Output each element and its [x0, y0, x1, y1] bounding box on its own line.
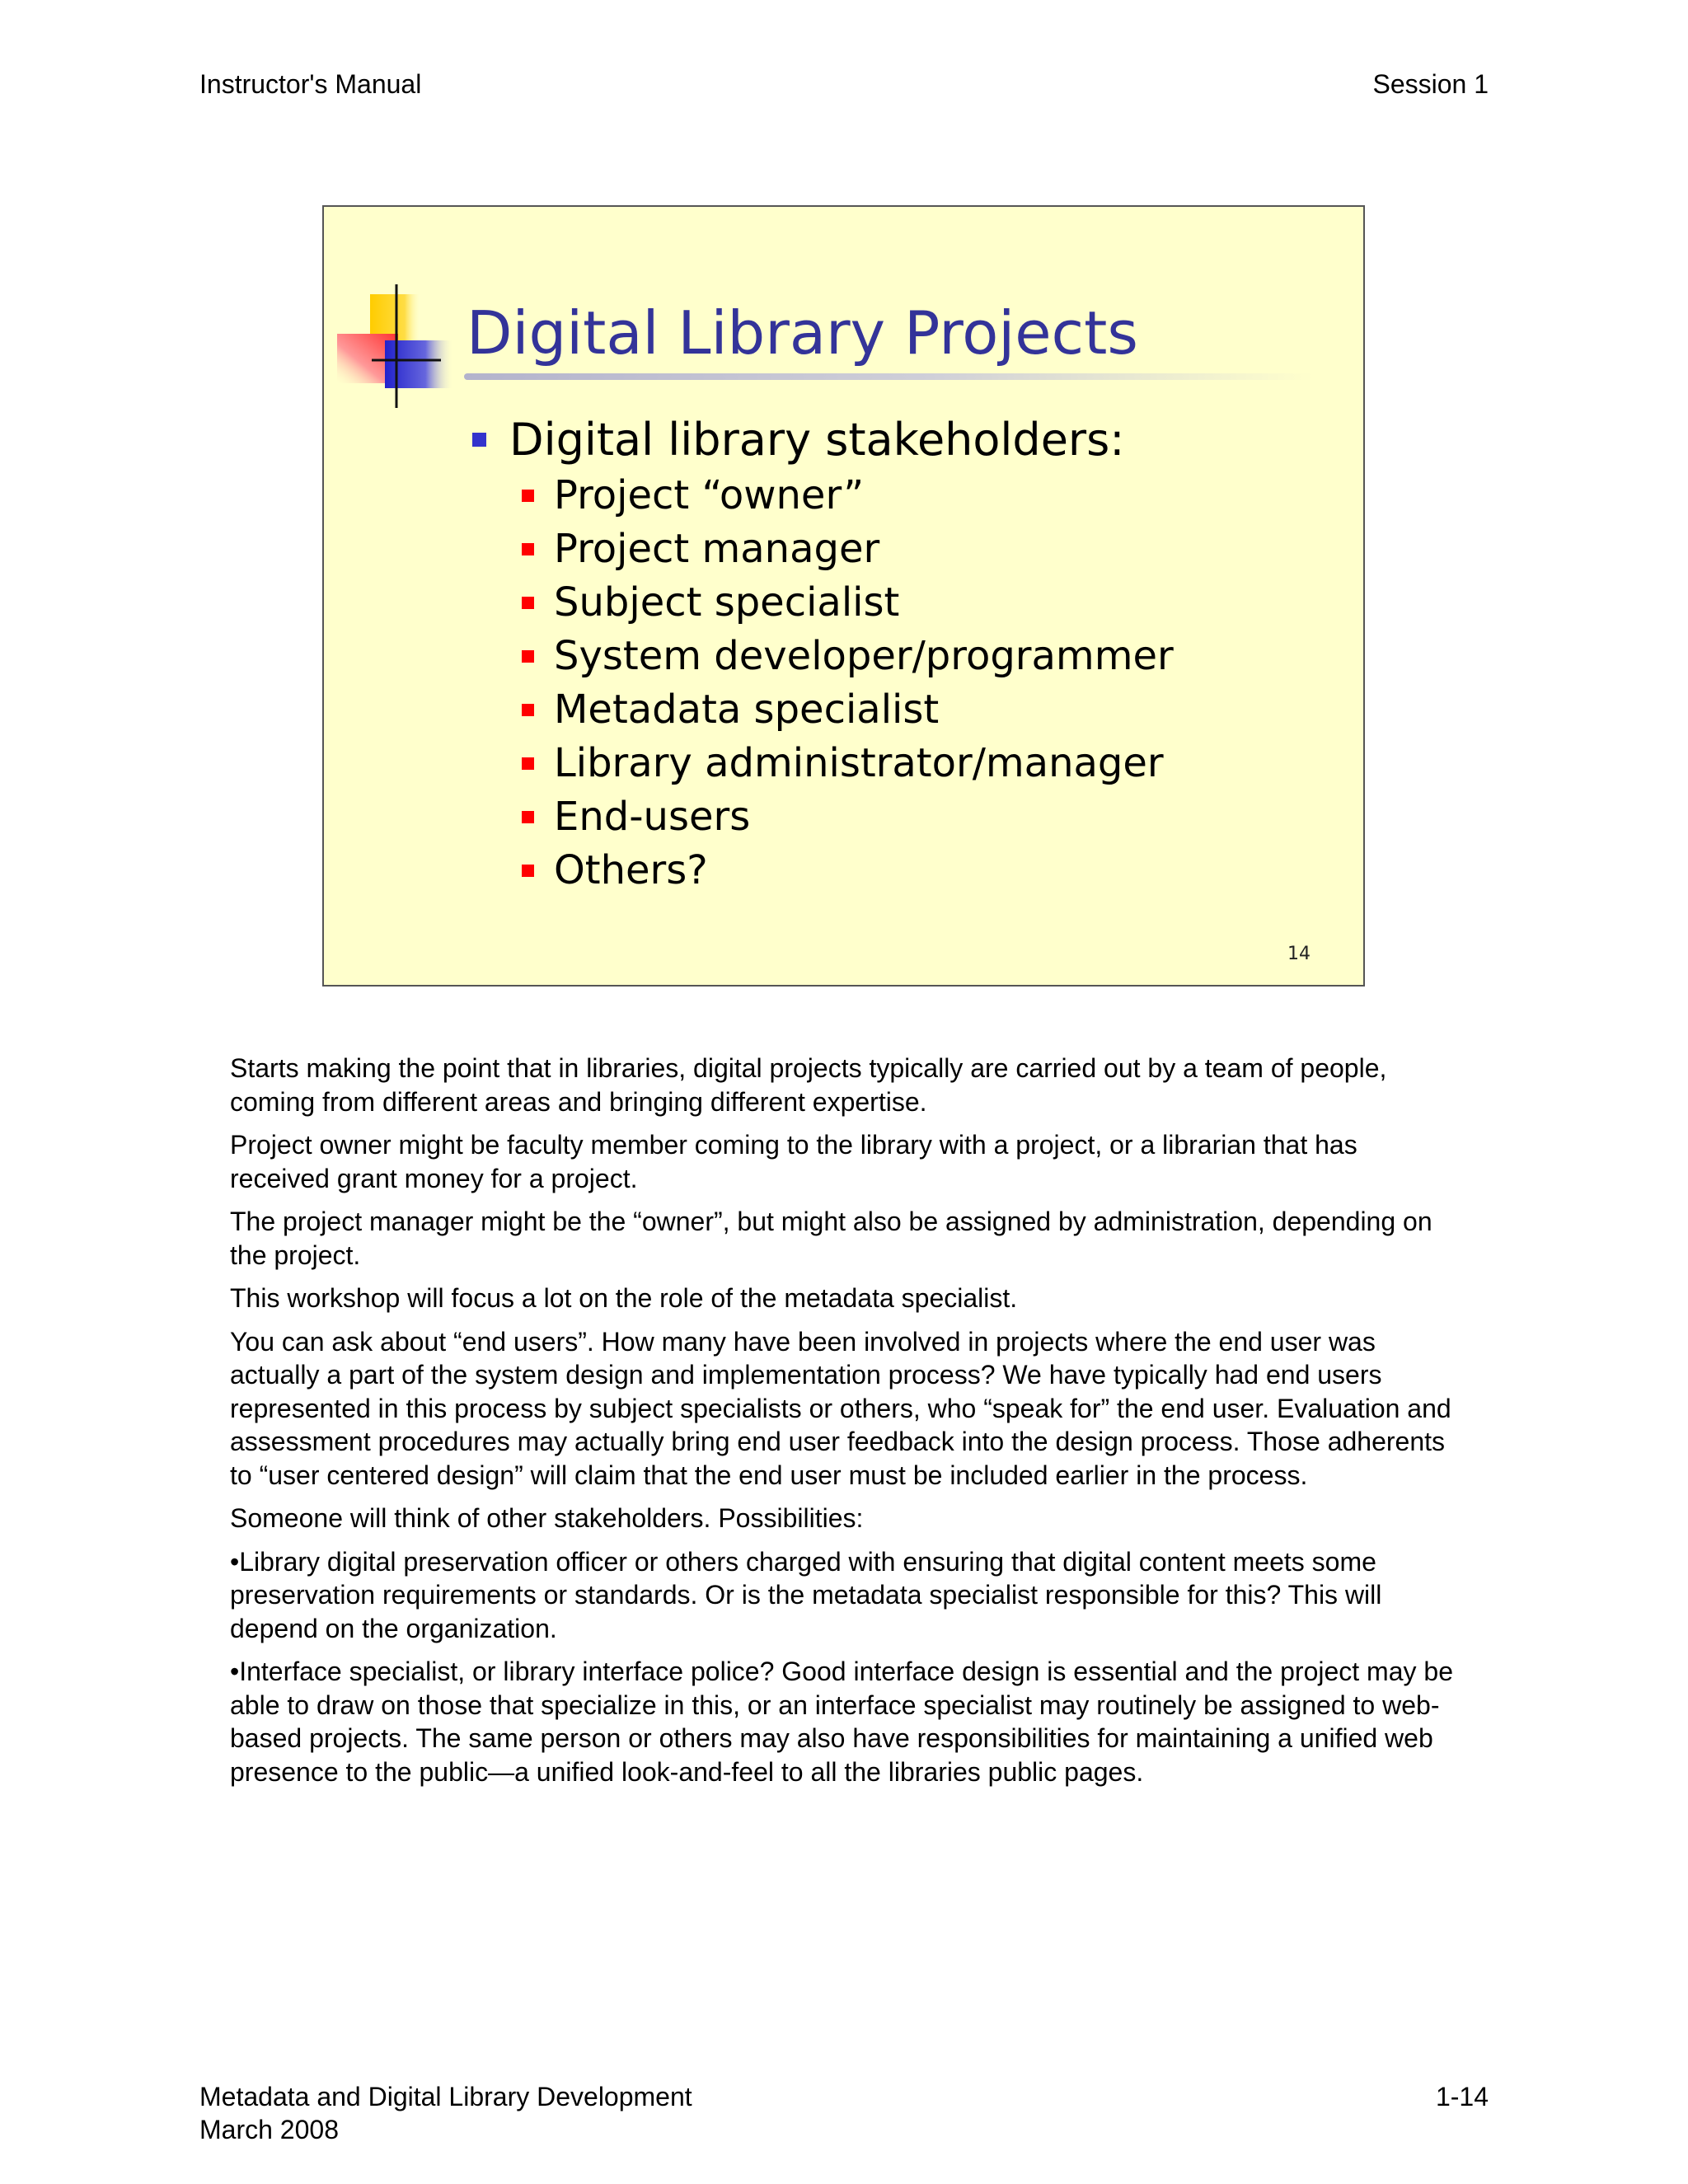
stakeholder-item: [522, 790, 1174, 844]
red-square-bullet-icon: [522, 650, 534, 663]
red-square-bullet-icon: [522, 865, 534, 877]
notes-paragraph: •Library digital preservation officer or others charged with ensuring that digital content meets some preservation requirements or standards. Or is the metadata specialist responsible for this? This will depend on the organization.: [230, 1546, 1382, 1643]
blue-square-bullet-icon: [472, 433, 486, 447]
stakeholder-label: Metadata specialist: [554, 687, 940, 733]
stakeholder-item: [522, 469, 1174, 523]
red-square-bullet-icon: [522, 543, 534, 555]
stakeholder-label: Others?: [554, 847, 708, 893]
notes-paragraph: This workshop will focus a lot on the role of the metadata specialist.: [230, 1283, 1018, 1313]
slide-logo-icon: [337, 284, 469, 408]
stakeholder-label: System developer/programmer: [554, 633, 1174, 679]
slide-bullet-main: [472, 411, 1124, 469]
red-square-bullet-icon: [522, 704, 534, 716]
stakeholder-item: [522, 576, 1174, 630]
instructor-notes: [230, 1052, 1458, 1798]
stakeholder-item: [522, 844, 1174, 898]
stakeholder-label: Subject specialist: [554, 579, 900, 626]
stakeholder-list: [522, 469, 1174, 898]
footer-course-info: [199, 2080, 692, 2146]
title-underline: [464, 373, 1313, 380]
red-square-bullet-icon: [522, 490, 534, 502]
stakeholder-item: [522, 523, 1174, 576]
stakeholder-item: [522, 737, 1174, 790]
red-square-bullet-icon: [522, 597, 534, 609]
slide-number: 14: [1287, 944, 1311, 964]
stakeholder-label: End-users: [554, 794, 751, 840]
header-manual-title: Instructor's Manual: [199, 69, 422, 99]
footer-date: March 2008: [199, 2115, 339, 2144]
stakeholder-label: Project “owner”: [554, 472, 865, 518]
header-session: Session 1: [1372, 69, 1489, 99]
notes-paragraph: Someone will think of other stakeholders. Possibilities:: [230, 1503, 864, 1533]
notes-paragraph: Project owner might be faculty member coming to the library with a project, or a librarian that has received grant money for a project.: [230, 1130, 1357, 1193]
slide-title: Digital Library Projects: [467, 298, 1138, 368]
slide-bullet-main-text: Digital library stakeholders:: [509, 414, 1125, 466]
notes-paragraph: Starts making the point that in libraries, digital projects typically are carried out by a team of people, coming from different areas and bringing different expertise.: [230, 1053, 1387, 1117]
notes-paragraph: You can ask about “end users”. How many have been involved in projects where the end user was actually a part of the system design and implementation process? We have typically had end users represented in this process by subject specialists or others, who “speak for” the end user. Evaluation and assessment procedures may actually bring end user feedback into the design process. Those adherents to “user centered design” will claim that the end user must be included earlier in the process.: [230, 1326, 1451, 1490]
stakeholder-label: Library administrator/manager: [554, 740, 1164, 786]
red-square-bullet-icon: [522, 757, 534, 770]
stakeholder-label: Project manager: [554, 526, 880, 572]
slide-thumbnail: [322, 205, 1365, 987]
stakeholder-item: [522, 683, 1174, 737]
footer-page-number: 1-14: [1435, 2082, 1489, 2111]
notes-paragraph: The project manager might be the “owner”, but might also be assigned by administration, depending on the project.: [230, 1207, 1432, 1270]
red-square-bullet-icon: [522, 811, 534, 823]
footer-course-title: Metadata and Digital Library Development: [199, 2082, 692, 2111]
notes-paragraph: •Interface specialist, or library interface police? Good interface design is essential and the project may be able to draw on those that specialize in this, or an interface specialist may routinely be assigned to web-based projects. The same person or others may also have responsibilities for maintaining a unified web presence to the public—a unified look-and-feel to all the libraries public pages.: [230, 1657, 1453, 1787]
stakeholder-item: [522, 630, 1174, 683]
